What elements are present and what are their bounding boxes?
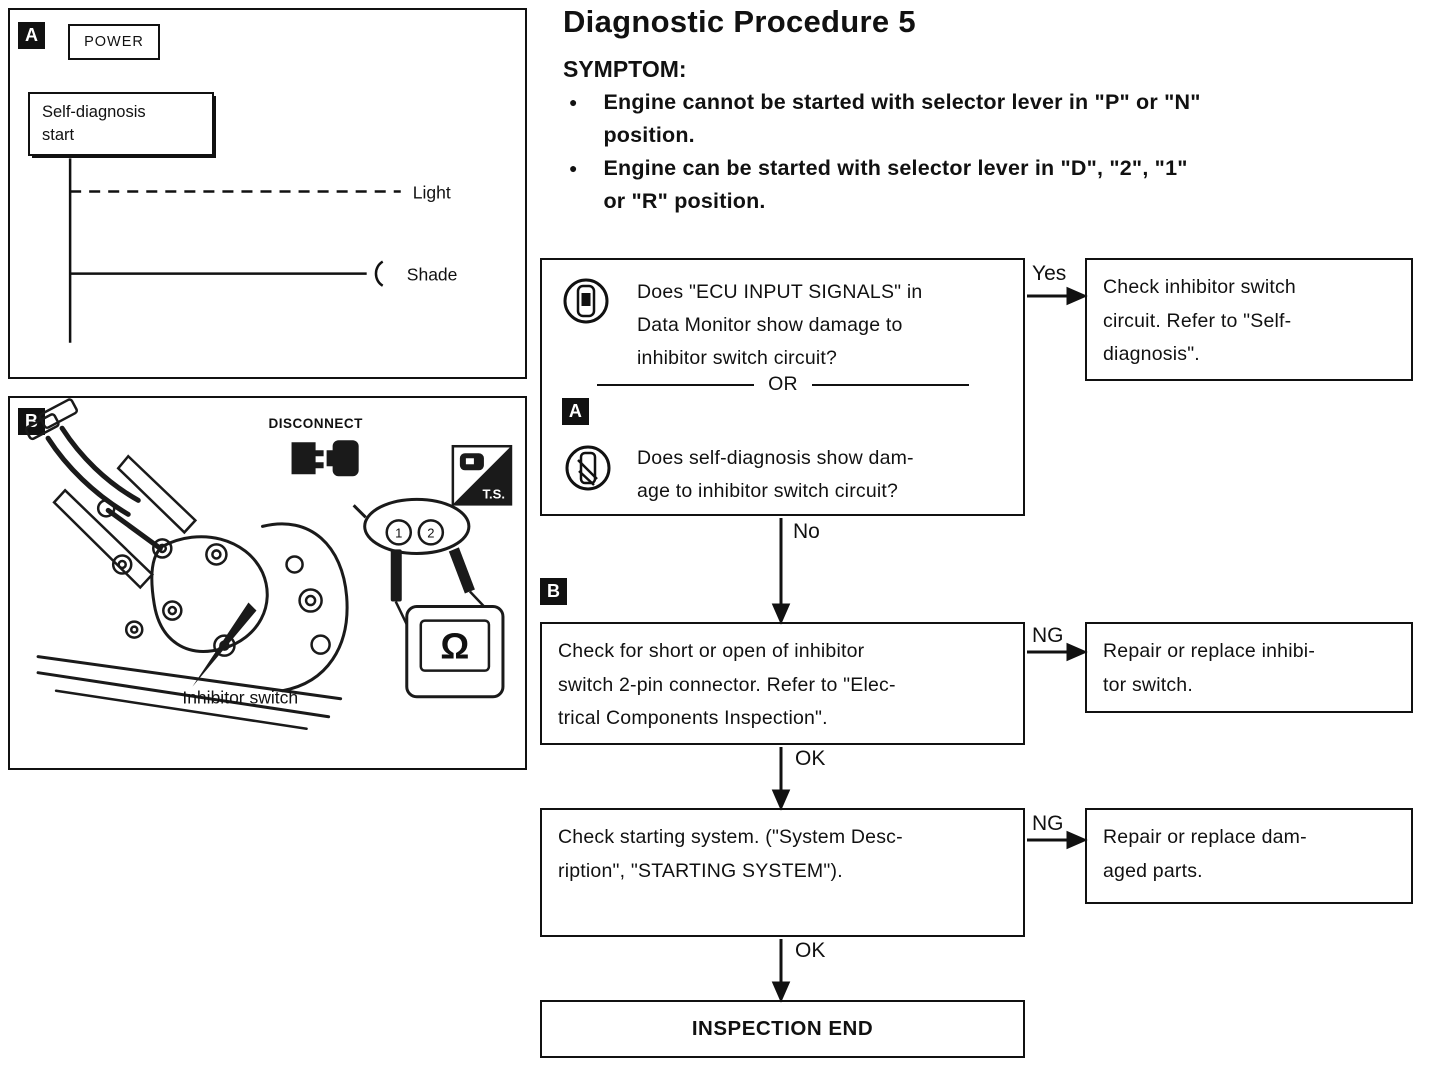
light-label: Light bbox=[412, 182, 451, 203]
text-line: age to inhibitor switch circuit? bbox=[637, 480, 899, 502]
figure-a-panel bbox=[8, 8, 527, 379]
ng-label: NG bbox=[1032, 812, 1064, 835]
ts-label: T.S. bbox=[482, 486, 505, 502]
pointer-wedge bbox=[192, 603, 256, 687]
inspection-end-label: INSPECTION END bbox=[691, 1017, 874, 1041]
text-line: Does self-diagnosis show dam- bbox=[637, 447, 914, 469]
symptom-heading: SYMPTOM: bbox=[563, 56, 687, 82]
disconnect-icon bbox=[292, 440, 359, 476]
probe-left bbox=[391, 549, 402, 601]
ng-label: NG bbox=[1032, 624, 1064, 647]
action-repair-parts bbox=[1085, 808, 1413, 904]
text-line: Repair or replace dam- bbox=[1103, 826, 1307, 848]
question-2 bbox=[637, 442, 914, 508]
figure-a-marker: A bbox=[18, 22, 45, 49]
action-check-inhibitor-circuit bbox=[1085, 258, 1413, 381]
ok-label: OK bbox=[795, 939, 826, 962]
text-line: Data Monitor show damage to bbox=[637, 314, 903, 336]
diag-start-line: Self-diagnosis bbox=[42, 103, 146, 121]
text-line: inhibitor switch circuit? bbox=[637, 347, 838, 369]
shade-label: Shade bbox=[406, 264, 458, 285]
action-repair-switch bbox=[1085, 622, 1413, 713]
power-label: POWER bbox=[84, 34, 144, 50]
timing-diagram bbox=[10, 10, 525, 377]
bullet-icon: ● bbox=[569, 94, 578, 110]
inhibitor-switch-label: Inhibitor switch bbox=[182, 687, 299, 708]
text-line: Does "ECU INPUT SIGNALS" in bbox=[637, 281, 923, 303]
text-line: Engine can be started with selector lever in "D", "2", "1" bbox=[603, 156, 1188, 180]
text-line: diagnosis". bbox=[1103, 343, 1200, 365]
divider-line bbox=[812, 384, 969, 386]
marker-a: A bbox=[562, 398, 589, 425]
text-line: Check for short or open of inhibitor bbox=[558, 640, 865, 662]
probe-right bbox=[449, 547, 475, 593]
text-line: switch 2-pin connector. Refer to "Elec- bbox=[558, 673, 896, 696]
text-line: Check inhibitor switch bbox=[1103, 276, 1296, 298]
or-label: OR bbox=[768, 372, 798, 395]
text-line: trical Components Inspection". bbox=[558, 707, 828, 729]
two-pin-connector bbox=[354, 499, 469, 553]
yes-label: Yes bbox=[1032, 262, 1067, 285]
text-line: tor switch. bbox=[1103, 673, 1193, 696]
symptom-list bbox=[563, 86, 1435, 218]
or-divider bbox=[597, 368, 969, 401]
inspection-end-box bbox=[540, 1000, 1025, 1058]
self-diagnosis-icon bbox=[564, 444, 612, 492]
text-line: Engine cannot be started with selector lever in "P" or "N" bbox=[603, 90, 1201, 114]
no-label: No bbox=[793, 520, 820, 543]
text-line: Check starting system. ("System Desc- bbox=[558, 826, 903, 848]
page-title: Diagnostic Procedure 5 bbox=[563, 4, 916, 39]
text-line: aged parts. bbox=[1103, 859, 1203, 882]
text-line: Repair or replace inhibi- bbox=[1103, 640, 1316, 662]
question-1 bbox=[637, 276, 922, 375]
disconnect-label: DISCONNECT bbox=[268, 416, 363, 432]
ok-label: OK bbox=[795, 747, 826, 770]
ohm-symbol: Ω bbox=[440, 625, 470, 667]
symptom-text bbox=[603, 152, 1187, 218]
inhibitor-switch-illustration bbox=[10, 398, 525, 768]
marker-b: B bbox=[540, 578, 567, 605]
symptom-text bbox=[603, 86, 1200, 152]
text-line: or "R" position. bbox=[603, 189, 766, 213]
figure-b-marker: B bbox=[18, 408, 45, 435]
pin-2-label: 2 bbox=[427, 525, 435, 541]
bullet-icon: ● bbox=[569, 160, 578, 176]
figure-b-panel bbox=[8, 396, 527, 770]
check-connector-box bbox=[540, 622, 1025, 745]
decision-box-1 bbox=[540, 258, 1025, 516]
data-monitor-icon bbox=[562, 277, 610, 325]
text-line: circuit. Refer to "Self- bbox=[1103, 309, 1292, 332]
diag-start-line: start bbox=[42, 126, 75, 144]
symptom-item bbox=[563, 86, 1435, 152]
divider-line bbox=[597, 384, 754, 386]
check-starting-system-box bbox=[540, 808, 1025, 937]
text-line: ription", "STARTING SYSTEM"). bbox=[558, 859, 843, 882]
symptom-item bbox=[563, 152, 1435, 218]
text-line: position. bbox=[603, 123, 695, 147]
pin-1-label: 1 bbox=[395, 525, 403, 541]
